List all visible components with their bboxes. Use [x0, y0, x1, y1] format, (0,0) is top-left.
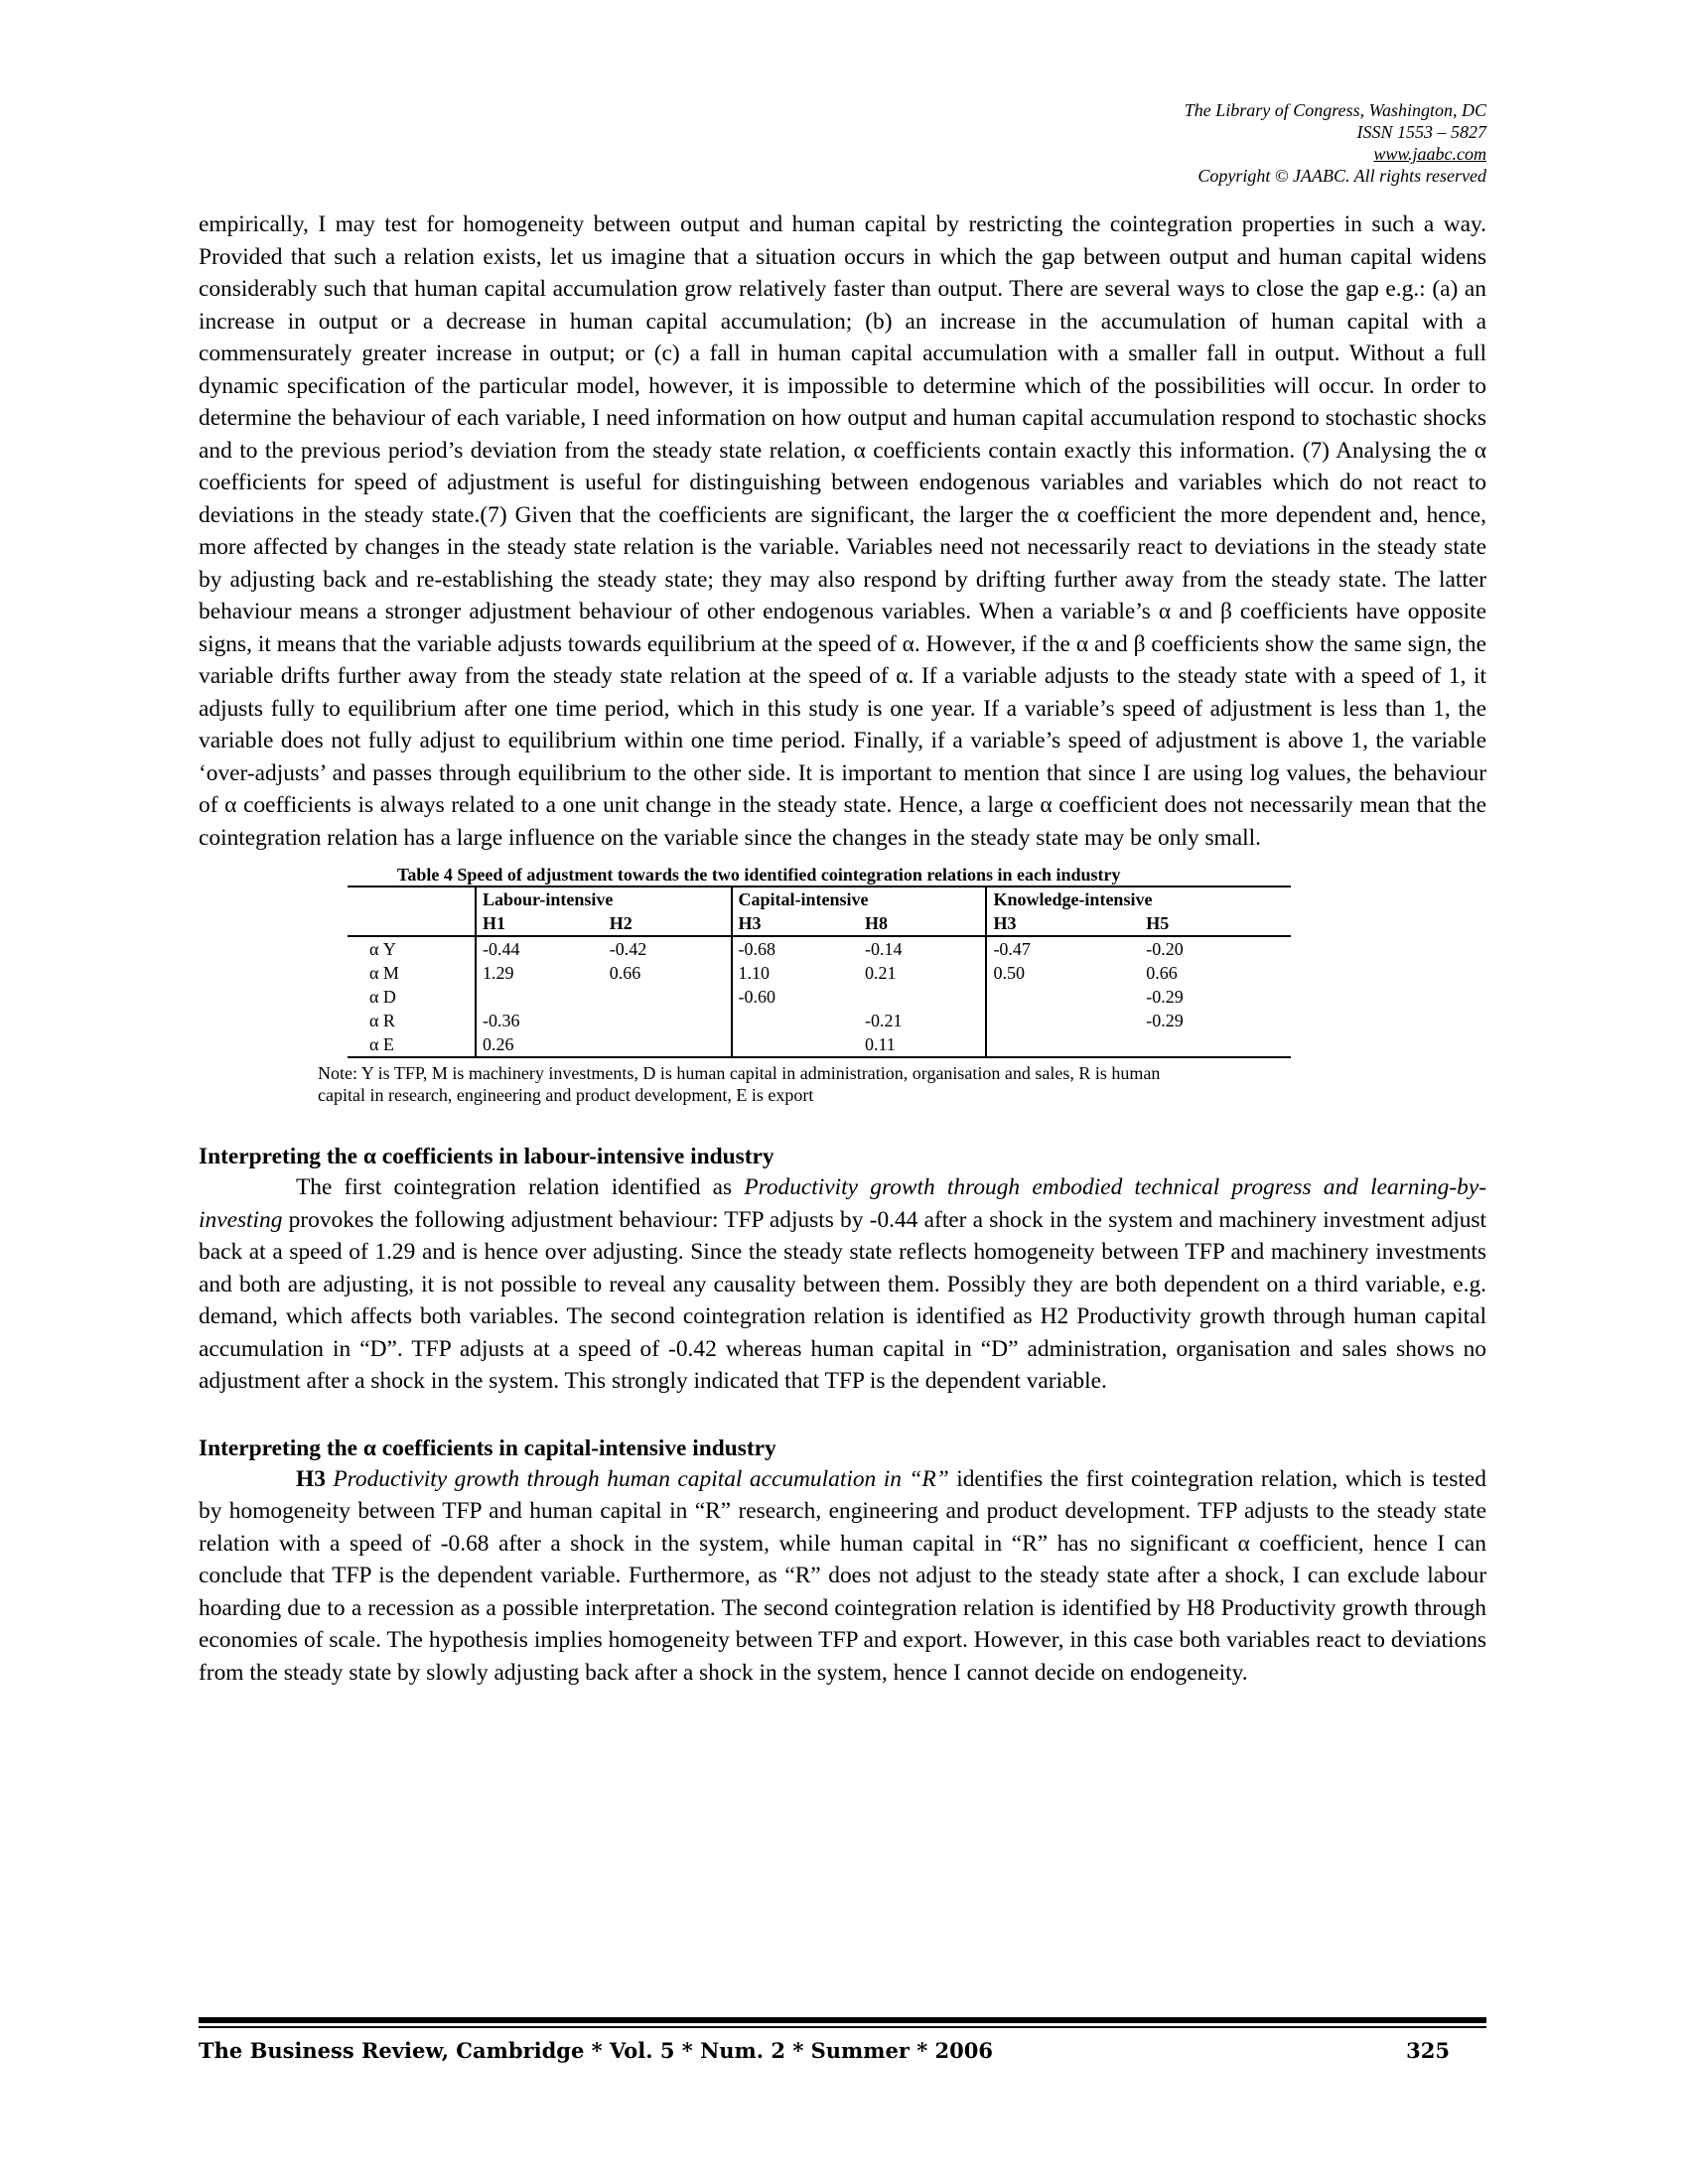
- table-cell: 0.50: [986, 961, 1140, 985]
- table-cell: -0.68: [732, 936, 859, 961]
- table-note: [318, 1062, 1311, 1106]
- row-label: α E: [348, 1032, 476, 1057]
- section-paragraph-capital: [199, 1463, 1486, 1690]
- table-row: [348, 985, 1291, 1009]
- row-label: α R: [369, 1011, 395, 1030]
- table-cell: [986, 1009, 1140, 1032]
- subhead-h2: H2: [604, 911, 732, 936]
- table-cell: [732, 1009, 859, 1032]
- table-cell: -0.42: [609, 939, 647, 959]
- table-cell: -0.14: [864, 939, 903, 959]
- footer-rule-thin: [199, 2026, 1486, 2028]
- running-header: [891, 99, 1486, 187]
- section-paragraph-labour: [199, 1171, 1486, 1398]
- table-cell: 0.11: [859, 1032, 986, 1057]
- table-cell: [859, 985, 986, 1009]
- table-cell: [604, 1009, 732, 1032]
- footer-rule: [199, 2017, 1486, 2023]
- page-content: [199, 208, 1486, 1689]
- table-cell: -0.44: [476, 936, 604, 961]
- table-cell: [986, 985, 1140, 1009]
- table-cell: -0.60: [732, 985, 859, 1009]
- intro-paragraph: empirically, I may test for homogeneity between output and human capital by restricting the cointegration properties in such a way. Provided that such a relation exists, let us imagine that a situation occurs in which the gap between output and human capital widens considerably such that human capital accumulation grow relatively faster than output. There are several ways to close the gap e.g.: (a) an increase in output or a decrease in human capital accumulation; (b) an increase in the accumulation of human capital with a commensurately greater increase in output; or (c) a fall in human capital accumulation with a smaller fall in output. Without a full dynamic specification of the particular model, however, it is impossible to determine which of the possibilities will occur. In order to determine the behaviour of each variable, I need information on how output and human capital accumulation respond to stochastic shocks and to the previous period’s deviation from the steady state relation, α coefficients contain exactly this information. (7) Analysing the α coefficients for speed of adjustment is useful for distinguishing between endogenous variables and variables which do not react to deviations in the steady state.(7) Given that the coefficients are significant, the larger the α coefficient the more dependent and, hence, more affected by changes in the steady state relation is the variable. Variables need not necessarily react to deviations in the steady state by adjusting back and re-establishing the steady state; they may also respond by drifting further away from the steady state. The latter behaviour means a stronger adjustment behaviour of other endogenous variables. When a variable’s α and β coefficients have opposite signs, it means that the variable adjusts towards equilibrium at the speed of α. However, if the α and β coefficients show the same sign, the variable drifts further away from the steady state relation at the speed of α. If a variable adjusts to the steady state with a speed of 1, it adjusts fully to equilibrium after one time period, which in this study is one year. If a variable’s speed of adjustment is less than 1, the variable does not fully adjust to equilibrium within one time period. Finally, if a variable’s speed of adjustment is above 1, the variable ‘over-adjusts’ and passes through equilibrium to the other side. It is important to mention that since I are using log values, the behaviour of α coefficients is always related to a one unit change in the steady state. Hence, a large α coefficient does not necessarily mean that the cointegration relation has a large influence on the variable since the changes in the steady state may be only small.: [199, 211, 1486, 851]
- header-issn: ISSN 1553 – 5827: [1356, 122, 1486, 142]
- hypothesis-id: H3: [296, 1465, 326, 1492]
- table-cell: 0.66: [1146, 963, 1178, 983]
- table-row: [348, 961, 1291, 985]
- paragraph-text: provokes the following adjustment behaviour: TFP adjusts by -0.44 after a shock in the system and machinery investment adjust back at a speed of 1.29 and is hence over adjusting. Since the steady state reflects homogeneity between TFP and machinery investments and both are adjusting, it is not possible to reveal any causality between them. Possibly they are both dependent on a third variable, e.g. demand, which affects both variables. The second cointegration relation is identified as H2 Productivity growth through human capital accumulation in “D”. TFP adjusts at a speed of -0.42 whereas human capital in “D” administration, organisation and sales shows no adjustment after a shock in the system. This strongly indicated that TFP is the dependent variable.: [199, 1206, 1486, 1394]
- table-cell: 0.21: [864, 963, 897, 983]
- table-4: [199, 864, 1486, 1106]
- paragraph-text: identifies the first cointegration relation, which is tested by homogeneity between TFP and human capital in “R” research, engineering and product development. TFP adjusts to the steady state relation with a speed of -0.68 after a shock in the system, while human capital in “R” has no significant α coefficient, hence I can conclude that TFP is the dependent variable. Furthermore, as “R” does not adjust to the steady state after a shock, I can exclude labour hoarding due to a recession as a possible interpretation. The second cointegration relation is identified by H8 Productivity growth through economies of scale. The hypothesis implies homogeneity between TFP and export. However, in this case both variables react to deviations from the steady state by slowly adjusting back after a shock in the system, hence I cannot decide on endogeneity.: [199, 1465, 1486, 1686]
- section-heading-labour: Interpreting the α coefficients in labour-intensive industry: [199, 1144, 774, 1169]
- header-library: The Library of Congress, Washington, DC: [1184, 100, 1486, 120]
- table-note-line2: capital in research, engineering and product development, E is export: [318, 1085, 814, 1105]
- row-label: α Y: [369, 939, 396, 959]
- table-cell: [604, 1032, 732, 1057]
- row-label: α M: [369, 963, 399, 983]
- table-cell: [476, 985, 604, 1009]
- table-row: [348, 1009, 1291, 1032]
- table-cell: [604, 985, 732, 1009]
- group-header-labour: Labour-intensive: [476, 887, 732, 911]
- group-header-knowledge: Knowledge-intensive: [986, 887, 1291, 911]
- header-copyright: Copyright © JAABC. All rights reserved: [1197, 166, 1486, 186]
- page-number: 325: [1406, 2038, 1450, 2063]
- subhead-h3: H3: [732, 911, 859, 936]
- table-title: Table 4 Speed of adjustment towards the two identified cointegration relations in each industry: [397, 865, 1121, 885]
- table-cell: -0.29: [1146, 1011, 1184, 1030]
- table-row: [348, 936, 1291, 961]
- group-header-capital: Capital-intensive: [732, 887, 987, 911]
- journal-citation: The Business Review, Cambridge * Vol. 5 * Num. 2 * Summer * 2006: [199, 2038, 993, 2063]
- table-note-line1: Note: Y is TFP, M is machinery investments, D is human capital in administration, organisation and sales, R is human: [318, 1063, 1161, 1083]
- subhead-h1: H1: [476, 911, 604, 936]
- table-cell: [732, 1032, 859, 1057]
- page-footer: [199, 2038, 1450, 2063]
- row-label: α D: [369, 987, 396, 1007]
- subhead-h5: H5: [1140, 911, 1291, 936]
- table-cell: -0.21: [864, 1011, 903, 1030]
- table-cell: -0.36: [476, 1009, 604, 1032]
- header-website-link[interactable]: www.jaabc.com: [1373, 144, 1486, 164]
- paragraph-text: The first cointegration relation identified as: [296, 1174, 745, 1200]
- subhead-h3-knowledge: H3: [986, 911, 1140, 936]
- table-row: [348, 1032, 1291, 1057]
- table-cell: -0.20: [1146, 939, 1184, 959]
- table-cell: 1.10: [732, 961, 859, 985]
- table-cell: [1140, 1032, 1291, 1057]
- table-cell: 1.29: [476, 961, 604, 985]
- hypothesis-title: Productivity growth through embodied technical progress and learning-by-investing: [199, 1174, 1487, 1233]
- table-cell: [986, 1032, 1140, 1057]
- table-cell: -0.29: [1146, 987, 1184, 1007]
- speed-of-adjustment-table: [348, 886, 1291, 1058]
- hypothesis-title: Productivity growth through human capital accumulation in “R”: [325, 1465, 949, 1492]
- section-heading-capital: Interpreting the α coefficients in capital-intensive industry: [199, 1434, 776, 1461]
- table-corner: [348, 887, 476, 911]
- table-cell: 0.26: [476, 1032, 604, 1057]
- subhead-h8: H8: [859, 911, 986, 936]
- table-cell: -0.47: [986, 936, 1140, 961]
- table-cell: 0.66: [609, 963, 641, 983]
